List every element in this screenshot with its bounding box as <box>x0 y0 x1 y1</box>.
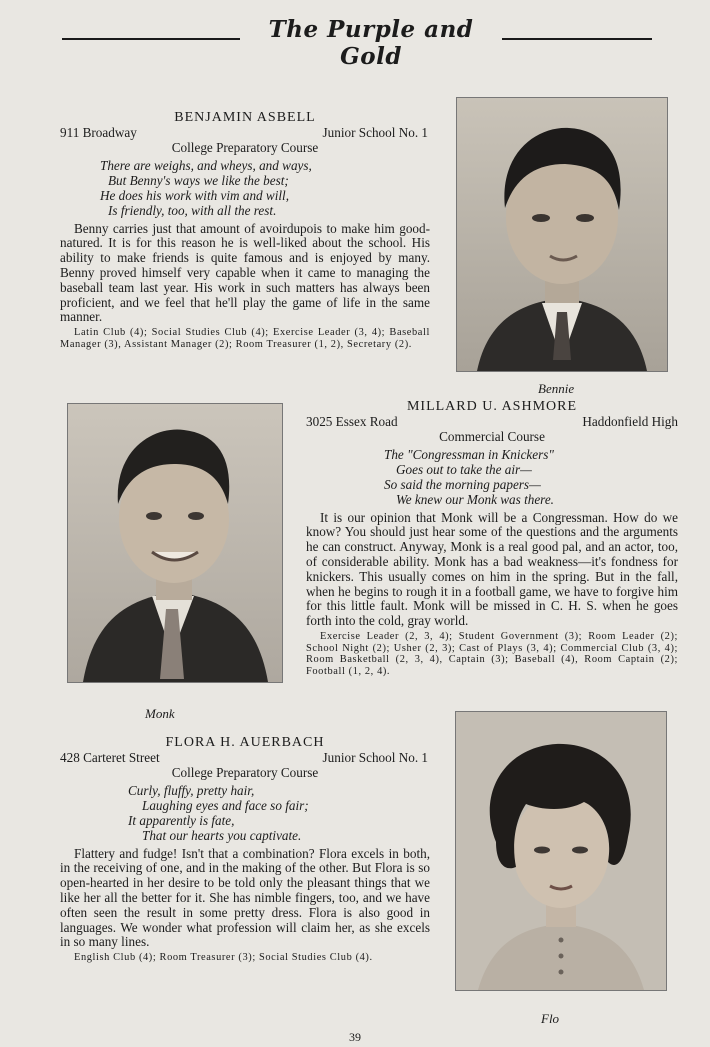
poem-line: Laughing eyes and face so fair; <box>142 797 309 813</box>
poem-line: We knew our Monk was there. <box>396 491 554 507</box>
poem <box>60 783 430 843</box>
previous-school: Junior School No. 1 <box>322 125 428 141</box>
home-address: 911 Broadway <box>60 125 137 141</box>
portrait-photo-auerbach <box>455 711 667 991</box>
course-name: College Preparatory Course <box>171 765 319 781</box>
portrait-image <box>457 98 667 371</box>
nickname-caption: Monk <box>145 706 175 721</box>
student-entry-auerbach <box>60 735 430 964</box>
poem-line: That our hearts you captivate. <box>142 827 302 843</box>
address-line <box>306 414 678 429</box>
page-header <box>62 14 652 70</box>
activities-list: English Club (4); Room Treasurer (3); Social Studies Club (4). <box>74 952 373 964</box>
course-name: College Preparatory Course <box>171 140 319 156</box>
page-title: The Purple and Gold <box>268 16 474 70</box>
student-name: MILLARD U. ASHMORE <box>406 399 578 414</box>
poem-line: Is friendly, too, with all the rest. <box>108 202 277 218</box>
previous-school: Junior School No. 1 <box>322 750 428 766</box>
page-number: 39 <box>349 1030 361 1044</box>
address-line <box>60 750 430 765</box>
header-rule-left <box>62 38 240 40</box>
student-entry-ashmore <box>306 399 678 677</box>
nickname-caption: Flo <box>541 1011 560 1026</box>
poem-line: The "Congressman in Knickers" <box>384 446 554 462</box>
home-address: 3025 Essex Road <box>306 414 398 430</box>
student-name: FLORA H. AUERBACH <box>165 735 325 750</box>
activities-list: Latin Club (4); Social Studies Club (4); Exercise Leader (3, 4); Baseball Manager (3), Assistant Manager (2); Room Treasurer (1, 2), Secretary (2). <box>60 327 430 350</box>
portrait-photo-asbell <box>456 97 668 372</box>
portrait-photo-ashmore <box>67 403 283 683</box>
poem-line: So said the morning papers— <box>384 476 541 492</box>
nickname-caption: Bennie <box>538 381 575 396</box>
poem <box>306 447 678 507</box>
portrait-image <box>68 404 282 682</box>
header-rule-right <box>502 38 652 40</box>
poem-line: It apparently is fate, <box>128 812 235 828</box>
poem-line: Curly, fluffy, pretty hair, <box>128 782 255 798</box>
poem <box>60 158 430 218</box>
student-entry-asbell <box>60 110 430 350</box>
bio-paragraph: Flattery and fudge! Isn't that a combination? Flora excels in both, in the receiving of one, and in the making of the other. But Flora is so open-hearted in her desire to be told only the pleasant things that we like her all the better for it. She has nimble fingers, too, and we have often seen the result in some pretty dress. Flora is also good in languages. We wonder what profession will claim her, as she excels in so many lines. <box>60 845 430 950</box>
bio-paragraph: Benny carries just that amount of avoirdupois to make him good-natured. It is for this reason he is well-liked about the school. His ability to make friends is quite famous and is enjoyed by many. Benny proved himself very capable when it came to managing the baseball team last year. His work in such matters has always been proficient, and we feel that he'll play the game of life in the same manner. <box>60 220 430 325</box>
poem-line: Goes out to take the air— <box>396 461 532 477</box>
poem-line: There are weighs, and wheys, and ways, <box>100 157 312 173</box>
home-address: 428 Carteret Street <box>60 750 160 766</box>
bio-paragraph: It is our opinion that Monk will be a Congressman. How do we know? You should just hear some of the questions and the arguments he can construct. Anyway, Monk is a real good pal, and an actor, too, of considerable ability. Monk has a bad weakness—it's fondness for knickers. This usually comes on him in the spring. But in the fall, when he begins to rough it in a football game, we have to forgive him for this little fault. Monk will be missed in C. H. S. when he goes forth into the cold, gray world. <box>306 509 678 629</box>
portrait-image <box>456 712 666 990</box>
course-name: Commercial Course <box>439 429 545 445</box>
student-name: BENJAMIN ASBELL <box>174 110 316 125</box>
previous-school: Haddonfield High <box>582 414 678 430</box>
activities-list: Exercise Leader (2, 3, 4); Student Government (3); Room Leader (2); School Night (2); Usher (2, 3); Cast of Plays (3, 4); Commercial Club (3, 4); Room Basketball (2, 3, 4), Captain (3); Baseball (4), Room Captain (2); Football (1, 2, 4). <box>306 630 678 677</box>
address-line <box>60 125 430 140</box>
poem-line: But Benny's ways we like the best; <box>108 172 289 188</box>
poem-line: He does his work with vim and will, <box>100 187 290 203</box>
